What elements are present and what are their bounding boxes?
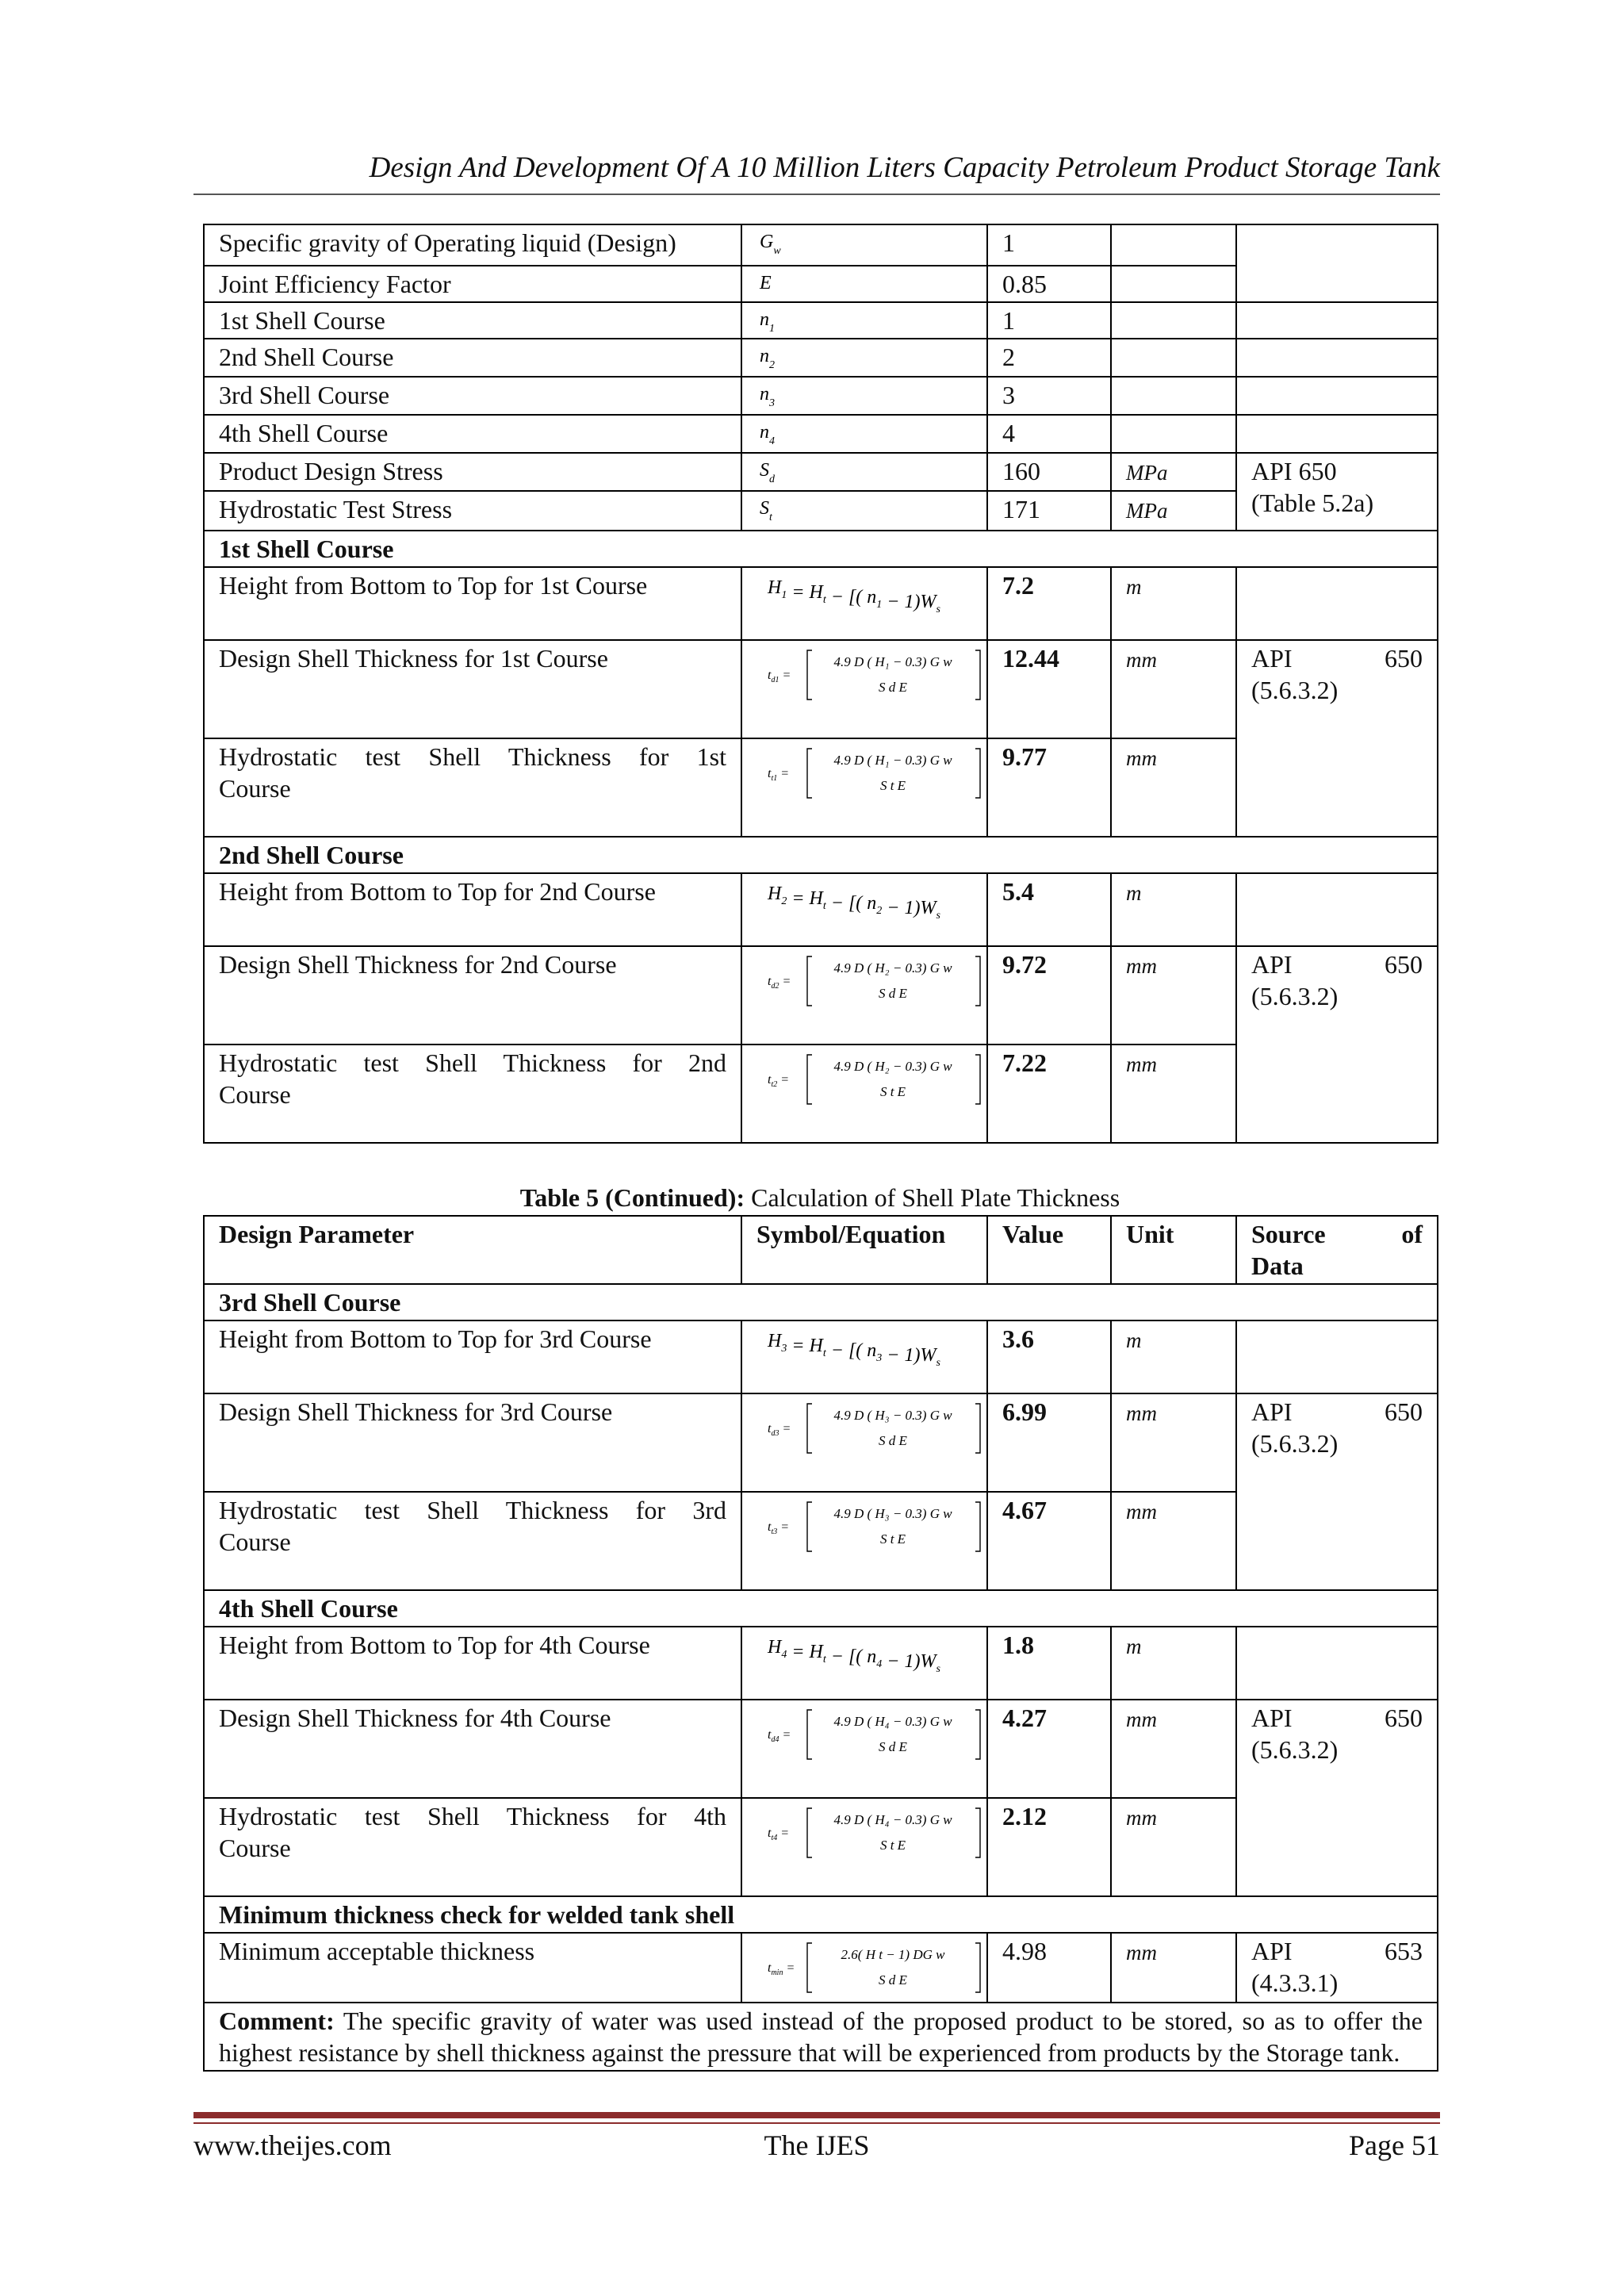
hydro-label-line2: Course (219, 1834, 291, 1862)
height-row (204, 1627, 1438, 1700)
table-row (204, 377, 1438, 415)
svg-text:4.9 D ( H₂ − 0.3) G w: 4.9 D ( H₂ − 0.3) G w (833, 960, 952, 976)
hydro-value: 2.12 (1002, 1802, 1047, 1830)
section-title: 3rd Shell Course (219, 1288, 401, 1317)
svg-text:tt3 =: $t_{t3}$ = (768, 1520, 790, 1536)
svg-text:H3 = Ht − [( n3 − 1)Ws: $H_3 = H_t$ − [( $n_3 - 1)W_s$ (768, 1331, 940, 1369)
svg-text:td3 =: $t_{d3}$ = (768, 1422, 791, 1438)
source-clause: (5.6.3.2) (1251, 1735, 1339, 1764)
param-value: 4 (1002, 419, 1015, 447)
source-clause: (5.6.3.2) (1251, 676, 1339, 704)
height-value: 5.4 (1002, 877, 1034, 906)
param-value: 1 (1002, 306, 1015, 335)
design-label: Design Shell Thickness for 4th Course (219, 1704, 611, 1732)
svg-text:H4 = Ht − [( n4 − 1)Ws: $H_4 = H_t$ − [( $n_4 - 1)W_s$ (768, 1637, 940, 1675)
svg-text:S d E: S d E (879, 986, 907, 1001)
svg-text:4.9 D ( H₁ − 0.3) G w: 4.9 D ( H₁ − 0.3) G w (833, 753, 952, 768)
param-label: Product Design Stress (219, 457, 443, 485)
height-row (204, 873, 1438, 946)
hydro-label-line2: Course (219, 1527, 291, 1556)
running-head: Design And Development Of A 10 Million Liters Capacity Petroleum Product Storage Tank (369, 151, 1440, 184)
hydro-value: 4.67 (1002, 1496, 1047, 1524)
comment-row (204, 2003, 1438, 2071)
height-unit: m (1126, 575, 1142, 599)
hydro-thickness-equation (756, 1047, 986, 1112)
svg-text:tt1 =: $t_{t1}$ = (768, 767, 790, 783)
source-clause: (5.6.3.2) (1251, 1429, 1339, 1458)
section-heading-row (204, 1284, 1438, 1320)
symbol-glyph (756, 493, 852, 525)
min-thickness-value: 4.98 (1002, 1937, 1047, 1965)
design-thickness-equation (756, 1702, 986, 1767)
height-label: Height from Bottom to Top for 3rd Course (219, 1324, 652, 1353)
design-unit: mm (1126, 648, 1157, 672)
svg-text:H2 = Ht − [( n2 − 1)Ws: $H_2 = H_t$ − [( $n_2 - 1)W_s$ (768, 884, 940, 922)
design-value: 6.99 (1002, 1397, 1047, 1426)
source-api: API 650 (1251, 950, 1423, 979)
section-heading-row (204, 1590, 1438, 1627)
footer-rule-thick (193, 2112, 1440, 2118)
param-label: Specific gravity of Operating liquid (Design) (219, 228, 676, 257)
hydro-unit: mm (1126, 1052, 1157, 1076)
param-label: 3rd Shell Course (219, 381, 390, 409)
svg-text:td1 =: $t_{d1}$ = (768, 669, 791, 684)
param-label: 1st Shell Course (219, 306, 385, 335)
design-unit: mm (1126, 954, 1157, 978)
param-label: Hydrostatic Test Stress (219, 495, 453, 523)
svg-text:n4: $n_4$ (760, 422, 775, 447)
section-heading-row (204, 531, 1438, 567)
symbol-glyph (756, 379, 852, 411)
height-label: Height from Bottom to Top for 2nd Course (219, 877, 656, 906)
table-row (204, 453, 1438, 491)
header-source: Source of (1251, 1220, 1423, 1248)
svg-text:4.9 D ( H₃ − 0.3) G w: 4.9 D ( H₃ − 0.3) G w (833, 1506, 952, 1521)
header-value: Value (1002, 1220, 1064, 1248)
svg-text:4.9 D ( H₄ − 0.3) G w: 4.9 D ( H₄ − 0.3) G w (833, 1812, 952, 1827)
section-heading-row (204, 837, 1438, 873)
hydro-unit: mm (1126, 1500, 1157, 1524)
table-row (204, 339, 1438, 377)
header-source-data: Data (1251, 1251, 1304, 1280)
hydro-value: 9.77 (1002, 742, 1047, 771)
param-label: Joint Efficiency Factor (219, 270, 451, 298)
height-equation (756, 569, 986, 615)
symbol-glyph (756, 341, 852, 373)
svg-text:S d E: S d E (879, 1972, 907, 1987)
header-rule (193, 194, 1440, 195)
table-row (204, 415, 1438, 453)
symbol-glyph (756, 268, 852, 300)
footer-rule-thin (193, 2122, 1440, 2124)
svg-text:Gw: $G_w$ (760, 232, 781, 257)
comment-text: The specific gravity of water was used instead of the proposed product to be stored, so as to offer the highest resistance by shell thickness against the pressure that will be experienced from products by the Storage tank. (219, 2007, 1423, 2067)
svg-text:n3: $n_3$ (760, 384, 775, 409)
param-label: 4th Shell Course (219, 419, 389, 447)
design-value: 9.72 (1002, 950, 1047, 979)
min-thickness-equation (756, 1935, 986, 2000)
svg-text:S t E: S t E (879, 1084, 906, 1099)
height-label: Height from Bottom to Top for 4th Course (219, 1631, 650, 1659)
svg-text:tmin =: $t_{min}$ = (768, 1961, 795, 1977)
header-design-parameter: Design Parameter (219, 1220, 415, 1248)
svg-text:S d E: S d E (879, 680, 907, 695)
section-title: 2nd Shell Course (219, 841, 404, 869)
source-clause: (5.6.3.2) (1251, 982, 1339, 1010)
header-unit: Unit (1126, 1220, 1174, 1248)
source-api: API 650 (1251, 1704, 1423, 1732)
footer-journal: The IJES (764, 2129, 870, 2161)
source-api: API 650 (1251, 1397, 1423, 1426)
height-unit: m (1126, 1328, 1142, 1352)
design-thickness-row (204, 946, 1438, 1045)
design-value: 4.27 (1002, 1704, 1047, 1732)
section-title: 4th Shell Course (219, 1594, 398, 1623)
svg-text:4.9 D ( H₄ − 0.3) G w: 4.9 D ( H₄ − 0.3) G w (833, 1714, 952, 1729)
comment-label: Comment: (219, 2007, 335, 2035)
svg-text:td2 =: $t_{d2}$ = (768, 975, 791, 991)
design-thickness-equation (756, 1396, 986, 1461)
section-title: 1st Shell Course (219, 535, 394, 563)
hydro-label-line2: Course (219, 774, 291, 803)
design-label: Design Shell Thickness for 1st Course (219, 644, 608, 673)
section-heading-row (204, 1896, 1438, 1933)
design-label: Design Shell Thickness for 3rd Course (219, 1397, 613, 1426)
svg-text:n2: $n_2$ (760, 346, 775, 371)
hydro-thickness-equation (756, 1800, 986, 1865)
height-equation (756, 1629, 986, 1675)
min-thickness-row (204, 1933, 1438, 2003)
caption-text: Calculation of Shell Plate Thickness (745, 1183, 1120, 1212)
source-api: API 653 (1251, 1937, 1423, 1965)
svg-text:2.6( H t − 1) DG w: 2.6( H t − 1) DG w (841, 1947, 945, 1962)
source-of-data: API 650 (Table 5.2a) (1251, 457, 1374, 517)
hydro-thickness-equation (756, 1494, 986, 1559)
param-value: 3 (1002, 381, 1015, 409)
height-unit: m (1126, 1635, 1142, 1658)
source-api: API 650 (1251, 644, 1423, 673)
caption-label: Table 5 (Continued): (519, 1183, 745, 1212)
hydro-label-line1: Hydrostatic test Shell Thickness for 1st (219, 742, 726, 771)
param-value: 2 (1002, 343, 1015, 371)
hydro-thickness-equation (756, 741, 986, 806)
hydro-value: 7.22 (1002, 1048, 1047, 1077)
table-caption (203, 1183, 1437, 1213)
design-unit: mm (1126, 1401, 1157, 1425)
svg-text:St: $S_t$ (760, 498, 772, 523)
svg-text:S t E: S t E (879, 778, 906, 793)
svg-text:4.9 D ( H₂ − 0.3) G w: 4.9 D ( H₂ − 0.3) G w (833, 1059, 952, 1074)
design-value: 12.44 (1002, 644, 1059, 673)
param-value: 0.85 (1002, 270, 1047, 298)
param-unit: MPa (1126, 461, 1168, 485)
height-value: 1.8 (1002, 1631, 1034, 1659)
svg-text:tt2 =: $t_{t2}$ = (768, 1073, 790, 1089)
min-thickness-unit: mm (1126, 1941, 1157, 1964)
symbol-glyph (756, 455, 852, 487)
svg-text:S t E: S t E (879, 1838, 906, 1853)
min-thickness-label: Minimum acceptable thickness (219, 1937, 535, 1965)
param-unit: MPa (1126, 499, 1168, 523)
svg-text:4.9 D ( H₃ − 0.3) G w: 4.9 D ( H₃ − 0.3) G w (833, 1408, 952, 1423)
height-row (204, 1320, 1438, 1393)
hydro-unit: mm (1126, 746, 1157, 770)
table-row (204, 224, 1438, 266)
hydro-label-line1: Hydrostatic test Shell Thickness for 4th (219, 1802, 726, 1830)
header-row (204, 1216, 1438, 1284)
svg-text:S d E: S d E (879, 1739, 907, 1754)
height-equation (756, 876, 986, 922)
svg-text:S d E: S d E (879, 1433, 907, 1448)
param-label: 2nd Shell Course (219, 343, 394, 371)
table-row (204, 302, 1438, 339)
shell-table-part2 (203, 1215, 1438, 2072)
svg-text:td4 =: $t_{d4}$ = (768, 1728, 791, 1744)
height-value: 3.6 (1002, 1324, 1034, 1353)
svg-text:S t E: S t E (879, 1531, 906, 1547)
header-symbol-equation: Symbol/Equation (756, 1220, 946, 1248)
param-value: 160 (1002, 457, 1040, 485)
svg-text:H1 = Ht − [( n1 − 1)Ws: $H_1 = H_t$ − [( $n_1 - 1)W_s$ (768, 577, 940, 615)
footer-website: www.theijes.com (193, 2129, 392, 2161)
svg-text:E: E (760, 273, 772, 293)
design-label: Design Shell Thickness for 2nd Course (219, 950, 617, 979)
svg-text:tt4 =: $t_{t4}$ = (768, 1826, 790, 1842)
section-title: Minimum thickness check for welded tank shell (219, 1900, 735, 1929)
footer-page-number: Page 51 (1349, 2129, 1440, 2161)
design-thickness-row (204, 1393, 1438, 1492)
height-equation (756, 1323, 986, 1369)
param-value: 1 (1002, 228, 1015, 257)
shell-table-part1 (203, 224, 1438, 1144)
svg-text:n1: $n_1$ (760, 309, 775, 335)
symbol-glyph (756, 305, 852, 336)
hydro-label-line1: Hydrostatic test Shell Thickness for 2nd (219, 1048, 726, 1077)
svg-text:Sd: $S_d$ (760, 460, 775, 485)
height-row (204, 567, 1438, 640)
height-value: 7.2 (1002, 571, 1034, 600)
design-thickness-equation (756, 642, 986, 707)
hydro-label-line1: Hydrostatic test Shell Thickness for 3rd (219, 1496, 726, 1524)
design-thickness-row (204, 1700, 1438, 1798)
design-thickness-row (204, 640, 1438, 738)
symbol-glyph (756, 227, 852, 259)
hydro-unit: mm (1126, 1806, 1157, 1830)
height-unit: m (1126, 881, 1142, 905)
design-thickness-equation (756, 949, 986, 1014)
param-value: 171 (1002, 495, 1040, 523)
design-unit: mm (1126, 1708, 1157, 1731)
hydro-label-line2: Course (219, 1080, 291, 1109)
symbol-glyph (756, 417, 852, 449)
height-label: Height from Bottom to Top for 1st Course (219, 571, 648, 600)
svg-text:4.9 D ( H₁ − 0.3) G w: 4.9 D ( H₁ − 0.3) G w (833, 654, 952, 669)
source-clause: (4.3.3.1) (1251, 1968, 1339, 1997)
